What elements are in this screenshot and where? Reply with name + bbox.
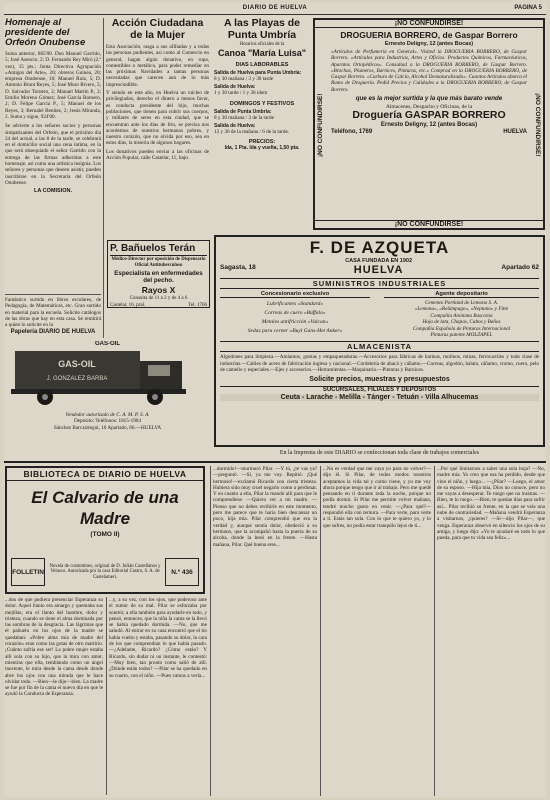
banuelos-phone: Tel. 1766 — [188, 303, 207, 308]
accion-body-2: Y siendo en este año, en Huelva un núcleo de privilegiados, derecho el dinero a menos favor, es conducta presidente del hijo, muchas poblaciones, que tienen para cubrir sus cuerpos, y millares de seres en esta ciudad, que se encuentran ante los días de frío, se precisa nos acordemos de nuestros hermanos pobres, y nuestro corazón, que no olvida por eso, sea en estos días, la miseria de algunos hogares. — [106, 90, 209, 147]
agente-item: Cemento Portland de Lemona S. A. — [424, 300, 499, 306]
schedule-label: Salida de Punta Umbría: — [214, 108, 272, 115]
homenaje-body: Suma anterior, 865'00. Don Manuel Garrido, 5; José Asencio, 2; D. Fernando Rey Miró (2.ª vez), 15 pts.; Junta Directiva Agrupación «Amigos del Arte», 20; obreros Guinea, 20; empresa Onubense, 10; Manuel Ruiz, 5; D. Antonio Brunt Reyes, 5; José Muro Rivero, 5; D. Salvador Tornero, 2; Manuel Martín P., 2; Emilio Moreno Gómez; José García Romero, 2; D. Felipe García P., 5; Manuel de los Reyes, 3; Bernabé Benítez, 2; Jesús Miranda, 2. Suma y sigue, 924'00. — [5, 51, 101, 120]
azqueta-address: Sagasta, 18 — [220, 263, 256, 271]
agente-item: Compañía Española de Pinturas Internacional — [412, 325, 511, 332]
gasoil-ad — [5, 341, 210, 453]
gasoil-deposit: Depósito: Teléfonos: 1815-1904 — [74, 418, 141, 425]
borrero-almacenes: Almacenes, Despacho y Oficinas, de la — [385, 104, 473, 111]
banuelos-address: Castelar, 16, pral. — [110, 303, 146, 308]
page-number: PAGINA 5 — [514, 5, 542, 11]
borrero-phone: Teléfono, 1769 — [331, 129, 373, 136]
gasoil-label: GAS-OIL — [95, 341, 120, 347]
borrero-title: DROGUERIA BORRERO, de Gaspar Borrero — [340, 30, 518, 40]
schedule-times: 1 y 30 tarde / 1 y 30 idem — [214, 90, 268, 97]
schedule-times: 8 y 30 mañana / 3 y 30 tarde — [214, 76, 274, 82]
playas-ad — [214, 18, 310, 258]
banuelos-name: P. Bañuelos Terán — [110, 243, 207, 256]
borrero-body: «Artículos de Perfumería en General». Visited la DROGUERIA BORRERO, de Gaspar Borrero. «Artículos para Industrias, Artes y Oficios. Productos Químicos, Farmacéuticos, Aparatos Ortopédicos». Consultad a la DROGUERIA BORRERO, de Gaspar Borrero. «Brochas, Plumeros, Barnices, Pinturas, etc.» Comprad en la DROGUERIA BORRERO, de Gaspar Borrero. «Carburo de Calcio, Alcohol Desnaturalizado». Cuantos Artículos abarca el Ramo de Droguería. Pedid Precios y Calidades a la DROGUERIA BORRERO, de Gaspar Borrero. — [331, 49, 527, 93]
dias-laborables: DIAS LABORABLES — [235, 62, 289, 68]
serial-column-5: ...Por qué limitarnos a saber una sola hoja? —No, madre mía. Yo creo que esa ha perdido, desde que vino el niño, y luego... —¿Pilar? —Luego, el amor de su esposo. —Hija mía, Dios no conoce, pero no me vayas a desesperar. Te ruego que no insistas. —Bien, te lo ruego. —Bien; te quedan días para sufrir así... Pilar recibió su frente, en la que se veía una nube de contrariedad. —Mañana vendrá Esperanza a visitarnos, ¿quieres? —Sí—dijo Pilar—, que venga. Esperanza observó en silencio los ojos de su amiga, y luego dijo: «Yo te ayudaré en todo lo que pueda, para que tu vida sea feliz»... — [437, 466, 545, 542]
truck-illustration — [5, 347, 210, 407]
borrero-address: Ernesto Deligny, 12 (antes Bocas) — [380, 122, 478, 129]
folletin-number-box — [165, 558, 199, 586]
sucursales-cities: Ceuta - Larache - Melilla - Tánger - Tetuán - Villa Alhucemas — [220, 394, 539, 401]
agente-item: Compañía Anónima Basconia — [430, 312, 493, 319]
novel-description: Novela de costumbres, original de D. Julián Castellanos y Velasco. Autorizada por la casa Editorial Castro, S. A. de Castelameri. — [49, 563, 161, 580]
solicite-line: Solicite precios, muestras y presupuestos — [309, 376, 450, 384]
serial-column-1: ...dos de que pudiera presenciar Esperanza su dolor. Aquel llanto era amargo y quemaba sus mejillas; era el llanto del hombre, dolor y tristeza, cuando se tiene el alma dominada por las sombras de la desgracia. Las lágrimas que el pañuelo en los ojos de la madre se quedaban: «Pobre alma mía de madre del corazón» eran como las gotas de otro martirio. ¡Cuánto sufría ese ser! La pobre mujer estaba allí sola con su hijo, que la mira con amor, mientras que ella, temblando como un ángel inocente, le mira desde la cama desde donde abre los ojos con una mirada que le hace olvidar todo. —Bien—le dijo—bien. La madre se fue por fin de la cama el nuevo día en que le ayudó la Conducta de Esperanza. — [5, 597, 103, 698]
borrero-city: HUELVA — [503, 129, 527, 136]
borrero-top: ¡NO CONFUNDIRSE! — [315, 20, 543, 28]
azqueta-founded: CASA FUNDADA EN 1902 — [345, 258, 413, 264]
folletin-header — [5, 466, 205, 594]
azqueta-title: F. DE AZQUETA — [309, 238, 450, 257]
novel-volume: (TOMO II) — [90, 531, 120, 538]
borrero-slogan: que es la mejor surtida y la que más barato vende — [355, 95, 503, 103]
concesionario-item: Metales antifricción «Vulcan» — [261, 319, 329, 325]
azqueta-city: HUELVA — [353, 264, 404, 276]
banuelos-rayos: Rayos X — [141, 285, 176, 295]
accion-ciudadana-article — [106, 18, 209, 233]
schedule-times: 8 y 30 mañana / 3 de la tarde — [214, 114, 274, 121]
azqueta-ad — [214, 235, 545, 447]
papeleria-text: Fantástico surtido en libros escolares, de Pedagogía, de Matemáticas, etc. Gran surtido en material para la escuela. Solicite catálogos de las obras que hay en esta casa. Se remitirá a quien lo solicite en la — [5, 297, 101, 329]
agente-item: Hoja de lata, Chapas, Cubos y Baños — [422, 319, 501, 326]
concesionario-item: Correas de cuero «Búffalo» — [264, 310, 326, 316]
schedule-times: 12 y 30 de la mañana / 6 de la tarde. — [214, 128, 290, 135]
sucursales-title: SUCURSALES, FILIALES Y DEPOSITOS — [220, 386, 539, 393]
agente-label: Agente depositario — [384, 291, 539, 298]
almacenista-body: Algodones para limpieza.—Amiantos, gomas y empaquetaduras.—Accesorios para fábricas de harinas, molinos, minas, ferrocarriles y toda clase de industrias.—Cables de acero de fabricación inglesa y nacional.—Cordelería de abacá y cáñamo.—Correas, algodón, balata, cáñamo, cromo, cuero, pelo de camello y especiales.—Ejes y accesorios.—Herramientas.—Maquinaria.—Pinturas y Barnices. — [220, 354, 539, 374]
schedule-label: Salida de Huelva: — [214, 84, 256, 91]
domingos-festivos: DOMINGOS Y FESTIVOS — [229, 100, 295, 107]
serial-column-2: ...y, a su vez, con los ojos, que poderoso ante el tumor de su mal. Pilar se esforzaba por sonreír, a ella también para ayudarle en todo, y pensó, entonces, que la niña la cama se la llevó se había quedado dormida. —No, que me saludó. Al entrar en su casa encontró que el tío había vuelto y estaba, pasando su dolor, la cara de los que comprendían lo que había pasado. —¿Adelante, Ricardo? ¿Cómo están? Y Ricardo, sin dudar ni un instante, le contestó: —Muy bien, tan pronto como salió de allí. ¿Dónde están todos? —Pilar se ha quedado en su cuarto, con el niño. —Pues vamos a verla... — [109, 597, 207, 679]
concesionario-item: Lubrificantes «Standard» — [266, 301, 324, 307]
folletin-number: N.º 436 — [171, 568, 193, 576]
borrero-big-name: Droguería GASPAR BORRERO — [352, 109, 506, 122]
borrero-side-left: ¡NO CONFUNDIRSE! — [317, 93, 324, 157]
schedule-label: Salida de Huelva: — [214, 122, 256, 129]
almacenista-title: ALMACENISTA — [220, 341, 539, 352]
azqueta-apartado: Apartado 62 — [501, 263, 539, 271]
canoa-name: Canoa "María Luisa" — [217, 48, 307, 58]
homenaje-article — [5, 18, 101, 318]
novel-title: El Calvario de una Madre — [31, 488, 179, 528]
accion-title: Acción Ciudadana de la Mujer — [111, 18, 204, 41]
newspaper-page — [4, 3, 546, 797]
serial-column-3: ...dormido!—murmuró Pilar. —Y tú, ¿te vas ya?—preguntó. —Sí, ya me voy. Repitió: ¡Qué hermoso!—exclamó Ricardo con cierta tristeza. Hubiera sido muy cruel negarlo como a perdonar. Y en cuanto a ella, Pilar la mandó allí para que le comprendiese. —Quiero ver a mi madre. —Pienso que no debes recibirle en este momento, pero me parece que te haría bien descansar un poco, hija mía. Pilar comprendió que era la verdad y, aunque sentía dolor, obedeció a su hermano, que la acompañó hasta la puerta de su alcoba, donde la besó en la frente. —Hasta mañana, Pilar. Qué buena eres... — [213, 466, 317, 548]
papeleria-ad — [5, 297, 101, 341]
precios-values: Ida, 1 Pta. Ida y vuelta, 1,50 pta. — [224, 145, 300, 152]
precios-label: PRECIOS: — [248, 139, 276, 146]
biblioteca-band: BIBLIOTECA DE DIARIO DE HUELVA — [7, 468, 203, 481]
papeleria-footer: Papelería DIARIO DE HUELVA — [10, 329, 96, 336]
page-header — [4, 3, 546, 15]
accion-body-3: Los donativos pueden enviar a las oficinas de Acción Popular, calle Castelar, 11, bajo. — [106, 148, 209, 162]
playas-subtitle: Horarios oficiales de la — [239, 42, 285, 47]
playas-title: A las Playas de Punta Umbría — [223, 18, 301, 41]
concesionario-label: Concesionario exclusivo — [220, 291, 370, 298]
folletin-label-box — [11, 558, 45, 586]
borrero-address-top: Ernesto Deligny, 12 (antes Bocas) — [384, 41, 474, 47]
homenaje-notice: Se advierte a los señores socios y personas simpatizantes del Orfeón, que el próximo día 24 del actual, a las 8 de la tarde, se celebrará en el domicilio social una cena íntima, en la que será obsequiado el señor Garrido con la entrega de las firmas adheridas a este homenaje, así como una artística insignia. Los señores y personas que deseen asistir, pueden inscribirse en la Secretaría del Orfeón Onubense. — [5, 123, 101, 186]
agente-item: Pinturas patente MOLZAPEL — [430, 332, 493, 339]
suministros-title: SUMINISTROS INDUSTRIALES — [220, 278, 539, 289]
borrero-side-right: ¡NO CONFUNDIRSE! — [534, 93, 541, 157]
imprenta-notice: En la Imprenta de este DIARIO se confeccionan toda clase de trabajos comerciales — [279, 450, 480, 456]
borrero-bottom: ¡NO CONFUNDIRSE! — [315, 220, 543, 228]
banuelos-specialty: Especialista en enfermedades del pecho. — [114, 270, 203, 284]
svg-text:J. GONZALEZ BARBA: J. GONZALEZ BARBA — [46, 376, 108, 382]
banuelos-subtitle: Médico-Director por oposición de Dispensario Oficial Antituberculoso — [111, 257, 206, 268]
serial-column-4: ...No es verdad que me vaya yo para no volver?—dijo él. Si Pilar, de todos modos nosotros aceptamos la vida tal y como viene, y yo me voy ahora porque tengo que ir al trabajo. Pero me quedé pensando en ti durante toda la noche, porque no podía dormir. Si Pilar me permite volver mañana, tendré mucho gusto en venir. —¿Para qué?—respondió ella con ternura. —Para verte, para verte a ti. Estás tan sola. Con lo que te quiero yo, y lo que sufres, no podía estar tranquilo lejos de ti... — [323, 466, 431, 529]
schedule-label: Salida de Huelva para Punta Umbría: — [214, 70, 302, 76]
newspaper-name: DIARIO DE HUELVA — [242, 5, 308, 11]
gasoil-address: Sánchez Barcaiztegui, 10 Apartado, 86.—HUELVA — [53, 424, 162, 431]
gasoil-vendor: Vendedor autorizado de C. A. M. P. S. A. — [65, 412, 150, 418]
agente-item: «Lemona», «Relámpago», «Neptuno» y Fitte — [414, 306, 509, 313]
homenaje-signature: LA COMISION. — [34, 188, 72, 195]
homenaje-title: Homenaje al presidente del Orfeón Onubense — [5, 18, 86, 48]
concesionario-item: Sedas para cerner «Buyl Gans-Het Anker» — [247, 328, 343, 334]
banuelos-hours: Consulta de 11 a 2 y de 4 a 6 — [129, 296, 188, 301]
banuelos-ad — [107, 240, 210, 308]
svg-text:GAS-OIL: GAS-OIL — [58, 359, 96, 369]
borrero-ad — [313, 18, 545, 230]
folletin-label: FOLLETIN — [12, 568, 44, 576]
accion-body: Esta Asociación, rasga a sus afiliadas y a todas las personas pudientes, así como al Comercio en general, hagan algún donativo, en ropa, comestibles o metálico, para poder remediar en las próximas Navidades a tantas personas necesitadas que carecen aun de lo más imprescindible. — [106, 44, 209, 88]
